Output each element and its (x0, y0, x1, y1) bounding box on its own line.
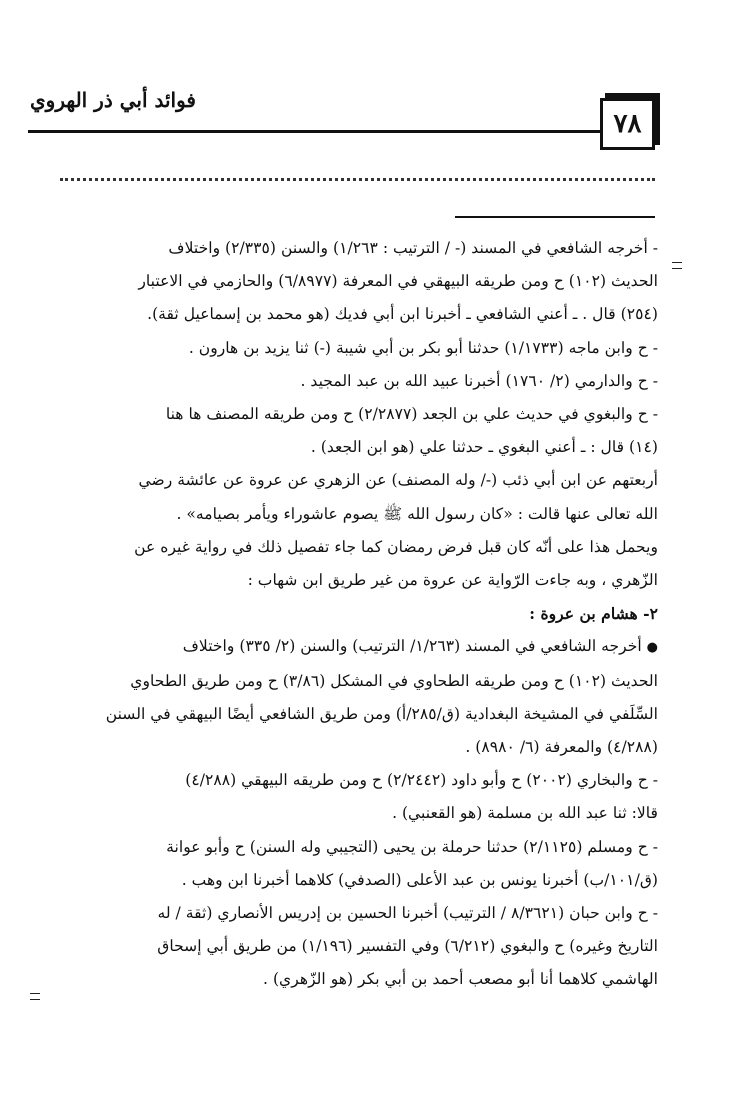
text-line: قالا: ثنا عبد الله بن مسلمة (هو القعنبي) . (392, 804, 658, 823)
bullet-icon: ● (646, 640, 658, 656)
text-line: الحديث (١٠٢) ح ومن طريقه الطحاوي في المشكل (٣/٨٦) ح ومن طريق الطحاوي (130, 671, 658, 690)
text-line: الهاشمي كلاهما أنا أبو مصعب أحمد بن أبي بكر (هو الزّهري) . (263, 970, 658, 989)
text-line: - ح وابن حبان (٨/٣٦٢١ / الترتيب) أخبرنا الحسين بن إدريس الأنصاري (ثقة / له (157, 904, 658, 923)
text-line: (٢٥٤) قال . ـ أعني الشافعي ـ أخبرنا ابن أبي فديك (هو محمد بن إسماعيل ثقة). (147, 305, 658, 324)
text-line: ويحمل هذا على أنّه كان قبل فرض رمضان كما جاء تفصيل ذلك في رواية غيره عن (134, 537, 658, 556)
text-line: الزّهري ، وبه جاءت الرّواية عن عروة من غير طريق ابن شهاب : (247, 571, 658, 590)
text-line: الله تعالى عنها قالت : «كان رسول الله ﷺ يصوم عاشوراء ويأمر بصيامه» . (176, 504, 658, 523)
text-line: (١٤) قال : ـ أعني البغوي ـ حدثنا علي (هو ابن الجعد) . (310, 438, 658, 457)
text-line: التاريخ وغيره) ح والبغوي (٦/٢١٢) وفي التفسير (١/١٩٦) من طريق أبي إسحاق (157, 937, 658, 956)
margin-mark (672, 262, 682, 269)
dotted-separator (60, 178, 655, 181)
footnote-rule (455, 216, 655, 218)
text-line: - ح والبخاري (٢٠٠٢) ح وأبو داود (٢/٢٤٤٢) ح ومن طريقه البيهقي (٤/٢٨٨) (185, 771, 658, 790)
margin-mark (30, 993, 40, 1000)
text-line: - ح ومسلم (٢/١١٢٥) حدثنا حرملة بن يحيى (التجيبي وله السنن) ح وأبو عوانة (166, 837, 658, 856)
text-line: أربعتهم عن ابن أبي ذئب (-/ وله المصنف) عن الزهري عن عروة عن عائشة رضي (138, 471, 658, 490)
book-title: فوائد أبي ذر الهروي (30, 88, 196, 112)
text-line: (ق/١٠١/ب) أخبرنا يونس بن عبد الأعلى (الصدفي) كلاهما أخبرنا ابن وهب . (181, 870, 658, 889)
footnote-text (60, 232, 658, 997)
text-line: - أخرجه الشافعي في المسند (- / الترتيب : ١/٢٦٣) والسنن (٢/٣٣٥) واختلاف (168, 239, 658, 257)
text-line: - ح والدارمي (٢/ ١٧٦٠) أخبرنا عبيد الله بن عبد المجيد . (300, 371, 658, 390)
text-line-bulleted (60, 630, 658, 664)
header-rule (28, 130, 603, 133)
section-heading: ٢- هشام بن عروة : (529, 604, 658, 624)
text-line: أخرجه الشافعي في المسند (١/٢٦٣/ الترتيب) والسنن (٢/ ٣٣٥) واختلاف (182, 637, 642, 656)
text-line: - ح وابن ماجه (١/١٧٣٣) حدثنا أبو بكر بن أبي شيبة (-) ثنا يزيد بن هارون . (188, 338, 658, 357)
page-number-box (600, 98, 655, 150)
page-number: ٧٨ (613, 109, 642, 139)
text-line: الحديث (١٠٢) ح ومن طريقه البيهقي في المعرفة (٦/٨٩٧٧) والحازمي في الاعتبار (138, 272, 658, 291)
text-line: (٤/٢٨٨) والمعرفة (٦/ ٨٩٨٠) . (465, 738, 658, 757)
text-line: السِّلَفي في المشيخة البغدادية (ق/٢٨٥/أ) ومن طريق الشافعي أيضًا البيهقي في السنن (105, 704, 658, 723)
text-line: - ح والبغوي في حديث علي بن الجعد (٢/٢٨٧٧) ح ومن طريقه المصنف ها هنا (165, 405, 658, 424)
